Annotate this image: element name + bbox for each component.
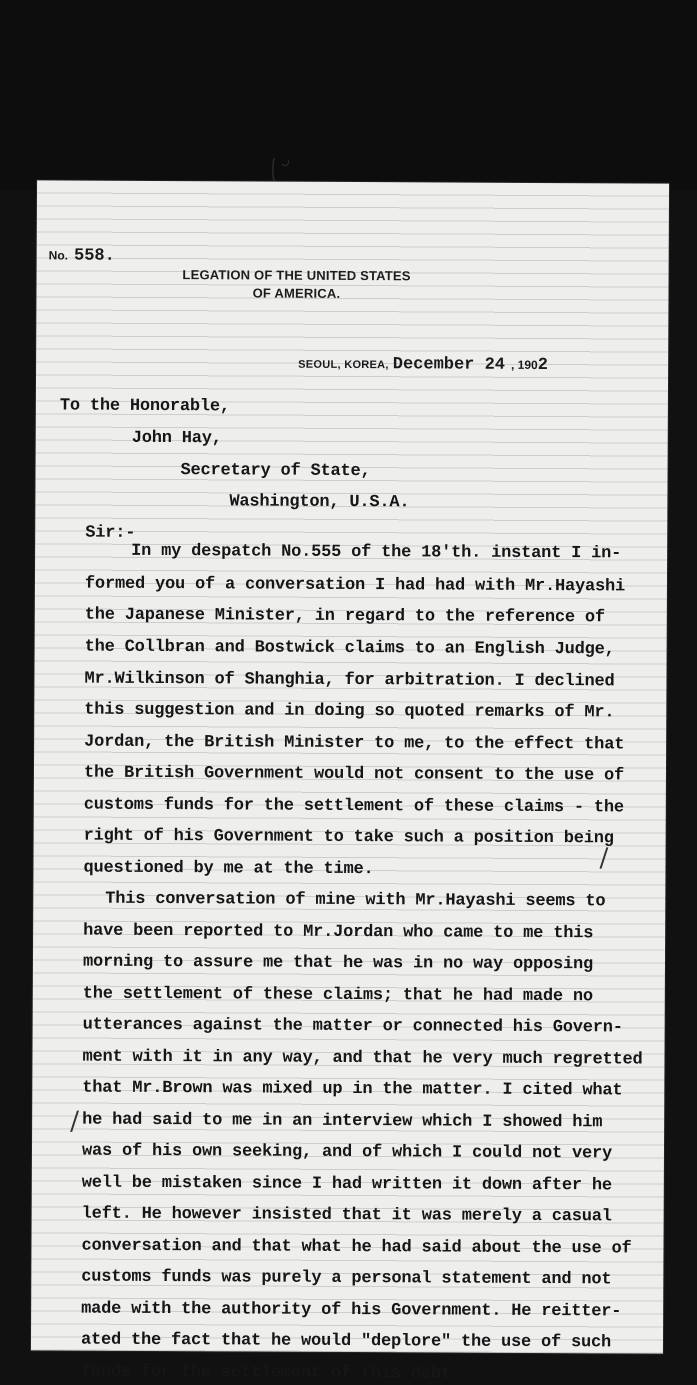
body-line: ated the fact that he would "deplore" the use of such [80,1330,612,1353]
body-line: right of his Government to take such a position being [83,826,614,849]
letterhead-line-1: LEGATION OF THE UNITED STATES [182,267,411,284]
body-line: the Collbran and Bostwick claims to an English Judge, [84,637,615,660]
body-line: utterances against the matter or connected his Govern- [82,1015,623,1038]
body-line: have been reported to Mr.Jordan who came to me this [83,921,594,944]
body-line: Mr.Wilkinson of Shanghia, for arbitration. I declined [84,669,615,692]
document-page [31,180,669,1384]
body-line: was of his own seeking, and of which I could not very [81,1141,613,1164]
body-line: customs funds was purely a personal statement and not [81,1267,612,1290]
year-prefix: , 190 [510,357,538,372]
salutation-line-3: Secretary of State, [180,461,371,482]
body-line: Jordan, the British Minister to me, to the effect that [84,732,625,755]
date: December 24 [392,355,506,375]
number-label: No. [48,248,69,263]
year-digit: 2 [537,355,548,376]
body-line: customs funds for the settlement of these claims - the [83,795,624,818]
body-line: formed you of a conversation I had had with Mr.Hayashi [84,574,626,597]
body-line: funds for the settlement of this debt. [80,1362,461,1384]
body-line: that Mr.Brown was mixed up in the matter. I cited what [82,1078,623,1101]
pencil-mark: / [70,1106,79,1137]
body-line: well be mistaken since I had written it down after he [81,1173,612,1196]
film-border [0,0,697,190]
despatch-number [49,246,115,265]
body-line: ment with it in any way, and that he very much regretted [82,1047,643,1070]
body-line: the settlement of these claims; that he had made no [82,984,593,1007]
body-line: morning to assure me that he was in no way opposing [82,952,594,975]
place: SEOUL, KOREA, [298,358,389,372]
body-line: In my despatch No.555 of the 18'th. instant I in- [131,541,622,564]
dateline [298,355,548,375]
body-line: conversation and that what he had said about the use of [81,1236,632,1259]
pencil-mark: / [599,843,609,874]
body-line: the Japanese Minister, in regard to the reference of [84,605,605,628]
salutation-sir: Sir:- [85,523,136,543]
body-line: left. He however insisted that it was merely a casual [81,1204,612,1227]
year [510,355,548,376]
letterhead-line-2: OF AMERICA. [252,285,341,301]
number-value: 558. [73,246,115,266]
body-line: made with the authority of his Government. He reitter- [81,1299,622,1322]
body-line: questioned by me at the time. [83,858,374,880]
body-line: This conversation of mine with Mr.Hayashi seems to [105,889,606,912]
salutation-line-1: To the Honorable, [59,396,230,417]
body-line: the British Government would not consent to the use of [83,763,625,786]
body-line: this suggestion and in doing so quoted remarks of Mr. [84,700,615,723]
body-line: he had said to me in an interview which I showed him [82,1110,603,1133]
salutation-line-4: Washington, U.S.A. [229,492,410,513]
salutation-line-2: John Hay, [131,428,222,449]
